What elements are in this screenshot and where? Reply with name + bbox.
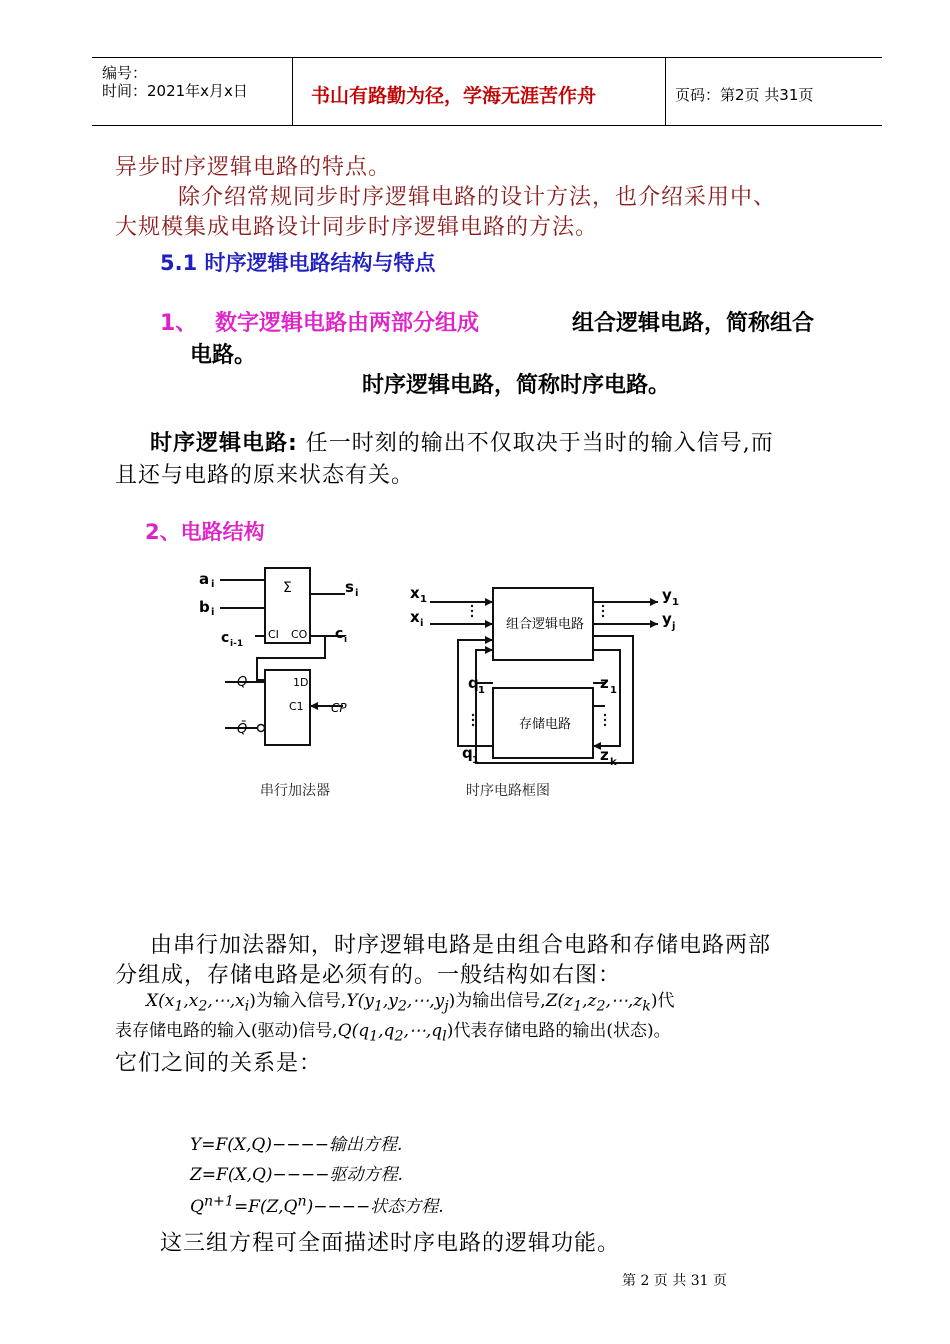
point-1-row [160,306,479,337]
relation-label: 它们之间的关系是： [115,1051,323,1076]
adder-si-label: s [345,578,354,596]
header-page-info: 页码：第2页 共31页 [675,86,814,104]
point-1-number: 1、 [160,311,198,336]
block-zk-label: z [600,746,609,764]
block-yj-sub: j [672,621,676,632]
serial-adder-caption: 串行加法器 [260,783,330,799]
adder-cp-label: CP [331,701,347,715]
adder-q-label: Q [237,675,248,690]
definition-text-1: 任一时刻的输出不仅取决于当时的输入信号,而 [297,431,774,456]
point-1-comb: 组合逻辑电路，简称组合 [572,311,815,336]
math-definition-line-1: $X(x_1,x_2,\cdots,x_i)$为输入信号$,Y(y_1,y_2,\cdots,y_j)$为输出信号$,Z(z_1,z_2,\cdots,z_k)$代 [146,991,675,1015]
footer-page-number: 第 2 页 共 31 页 [622,1273,727,1289]
equation-output: Y=F(X,Q)−−−−输出方程. [190,1135,403,1155]
block-q1-top-sub: 1 [478,685,485,696]
block-x1-sub: 1 [420,594,427,605]
adder-ci-minus-sub: i-1 [230,639,244,649]
adder-si-sub: i [355,588,359,599]
block-y1-sub: 1 [672,597,679,608]
block-diagram-caption: 时序电路框图 [466,783,550,799]
summary-line: 这三组方程可全面描述时序电路的逻辑功能。 [160,1231,621,1256]
point-2-title: 2、电路结构 [145,520,265,544]
definition-term: 时序逻辑电路: [150,431,298,456]
block-z1-label: z [600,674,609,692]
block-q1-top-label: q [468,674,479,692]
math-def-text-4: 表存储电路的输入(驱动)信号, [115,1021,338,1041]
adder-bi-label: b [199,598,210,616]
block-xi-sub: i [420,618,424,629]
block-q1-bot-label: q [462,744,473,762]
point-1-text: 数字逻辑电路由两部分组成 [214,311,479,336]
block-xi-label: x [410,608,420,626]
header-number-label: 编号： [102,64,148,82]
point-1-seq: 时序逻辑电路，简称时序电路。 [362,373,671,398]
equation-state-rhs: =F(Z,Q [233,1197,298,1217]
adder-ci-pin: CI [268,628,279,641]
math-def-text-2: )为输出信号, [448,991,546,1011]
block-mem-label: 存储电路 [519,717,572,732]
adder-ci-label: c [335,626,344,642]
adder-ci-sub: i [344,635,348,645]
block-y1-label: y [662,586,672,604]
adder-ci-minus-label: c [221,630,230,646]
serial-adder-diagram [195,558,370,758]
block-q1-bot-sub: 1 [472,755,479,766]
block-yj-label: y [662,610,672,628]
adder-ai-sub: i [211,579,215,590]
adder-sigma: Σ [283,580,292,596]
header-top-rule [92,57,882,58]
definition-line-1 [150,426,774,457]
section-title: 5.1 时序逻辑电路结构与特点 [160,251,436,275]
body-line-2: 除介绍常规同步时序逻辑电路的设计方法，也介绍采用中、 [178,185,777,210]
math-def-text-5: )代表存储电路的输出(状态)。 [446,1021,671,1041]
body-line-3: 大规模集成电路设计同步时序逻辑电路的方法。 [115,215,599,240]
header-motto: 书山有路勤为径，学海无涯苦作舟 [311,85,597,107]
paragraph-line-2: 分组成，存储电路是必须有的。一般结构如右图： [115,963,622,988]
adder-c1-pin: C1 [289,700,304,713]
point-1-comb-cont: 电路。 [190,343,257,368]
block-z1-sub: 1 [610,685,617,696]
definition-line-2: 且还与电路的原来状态有关。 [115,463,415,488]
block-comb-label: 组合逻辑电路 [506,617,585,632]
header-divider-1 [292,57,293,126]
equation-drive: Z=F(X,Q)−−−−驱动方程. [190,1165,403,1185]
math-definition-line-2: 表存储电路的输入(驱动)信号$,Q(q_1,q_2,\cdots,q_l)$代表存储电路的输出(状态)。 [115,1021,671,1045]
header-time-label: 时间：2021年x月x日 [102,82,248,100]
equation-state-tail: )−−−−状态方程. [306,1197,444,1217]
adder-bi-sub: i [211,607,215,618]
adder-ai-label: a [199,570,210,588]
header-divider-2 [665,57,666,126]
block-zk-sub: k [610,757,617,768]
math-def-text-3: )代 [650,991,675,1011]
body-line-1: 异步时序逻辑电路的特点。 [115,155,392,180]
math-def-text-1: )为输入信号, [249,991,347,1011]
paragraph-line-1: 由串行加法器知，时序逻辑电路是由组合电路和存储电路两部 [150,933,772,958]
adder-qbar-label: Q̄ [237,722,248,737]
sequential-block-diagram [400,578,690,773]
header-bottom-rule [92,125,882,126]
adder-co-pin: CO [291,628,308,641]
adder-d-pin: 1D [293,676,309,689]
block-x1-label: x [410,584,420,602]
equation-state: $Q^{n+1}=F(Z,Q^n)----$状态方程. [190,1193,444,1217]
